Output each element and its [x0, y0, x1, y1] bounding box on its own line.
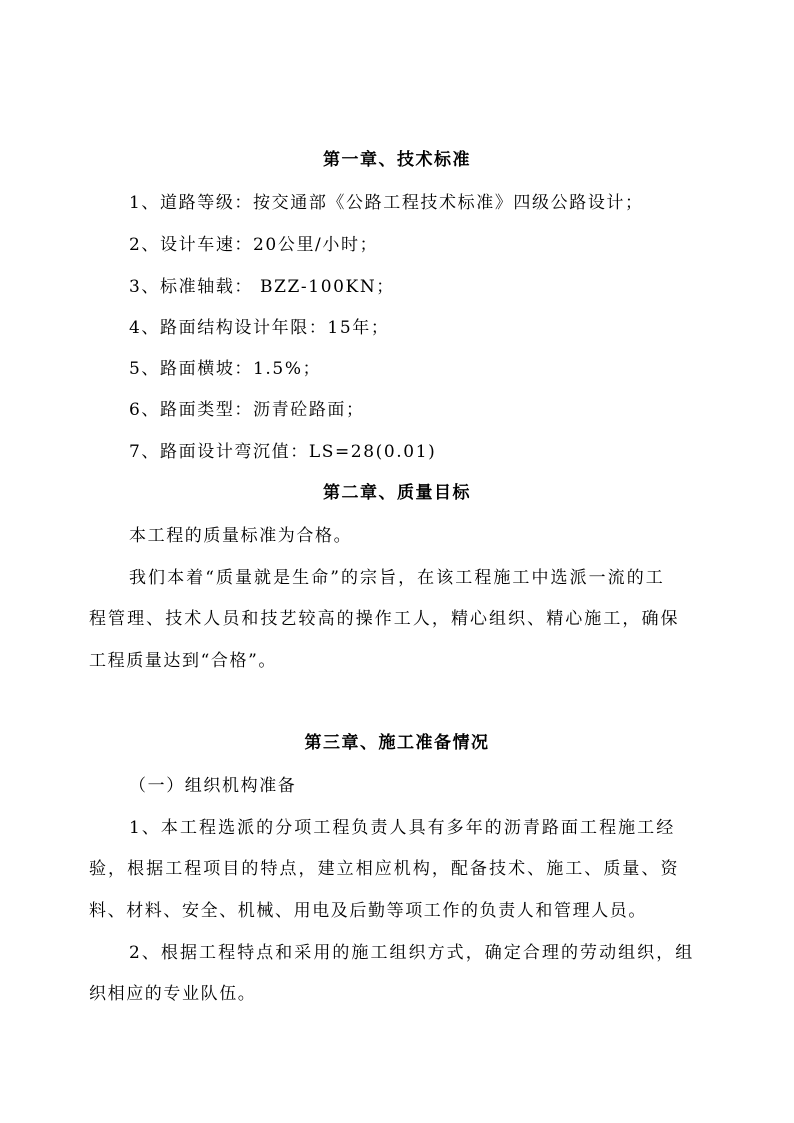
chapter2-paragraph-1: 本工程的质量标准为合格。 [129, 526, 353, 546]
chapter2-paragraph-2-line-3: 工程质量达到“合格”。 [89, 651, 277, 671]
chapter3-paragraph-1-line-2: 验，根据工程项目的特点，建立相应机构，配备技术、施工、质量、资 [89, 859, 680, 879]
chapter1-item-5: 5、路面横坡：1.5%； [129, 359, 322, 379]
chapter3-paragraph-2-line-2: 织相应的专业队伍。 [89, 984, 257, 1004]
chapter1-title: 第一章、技术标准 [323, 150, 471, 170]
chapter3-paragraph-1-line-3: 料、材料、安全、机械、用电及后勤等项工作的负责人和管理人员。 [89, 901, 647, 921]
chapter3-paragraph-1-line-1: 1、本工程选派的分项工程负责人具有多年的沥青路面工程施工经 [129, 818, 676, 838]
chapter2-title: 第二章、质量目标 [323, 483, 471, 503]
chapter1-item-3: 3、标准轴载： BZZ-100KN； [129, 277, 395, 297]
chapter2-paragraph-2-line-2: 程管理、技术人员和技艺较高的操作工人，精心组织、精心施工，确保 [89, 609, 680, 629]
chapter3-title: 第三章、施工准备情况 [304, 733, 490, 753]
chapter1-item-7: 7、路面设计弯沉值：LS=28(0.01) [129, 442, 437, 462]
chapter3-subtitle: （一）组织机构准备 [129, 776, 297, 796]
chapter1-item-6: 6、路面类型：沥青砼路面； [129, 400, 365, 420]
chapter1-item-2: 2、设计车速：20公里/小时； [129, 235, 379, 255]
chapter1-item-1: 1、道路等级：按交通部《公路工程技术标准》四级公路设计； [129, 193, 644, 213]
chapter3-paragraph-2-line-1: 2、根据工程特点和采用的施工组织方式，确定合理的劳动组织，组 [129, 943, 695, 963]
chapter1-item-4: 4、路面结构设计年限：15年； [129, 318, 390, 338]
chapter2-paragraph-2-line-1: 我们本着“质量就是生命”的宗旨，在该工程施工中选派一流的工 [129, 568, 665, 588]
